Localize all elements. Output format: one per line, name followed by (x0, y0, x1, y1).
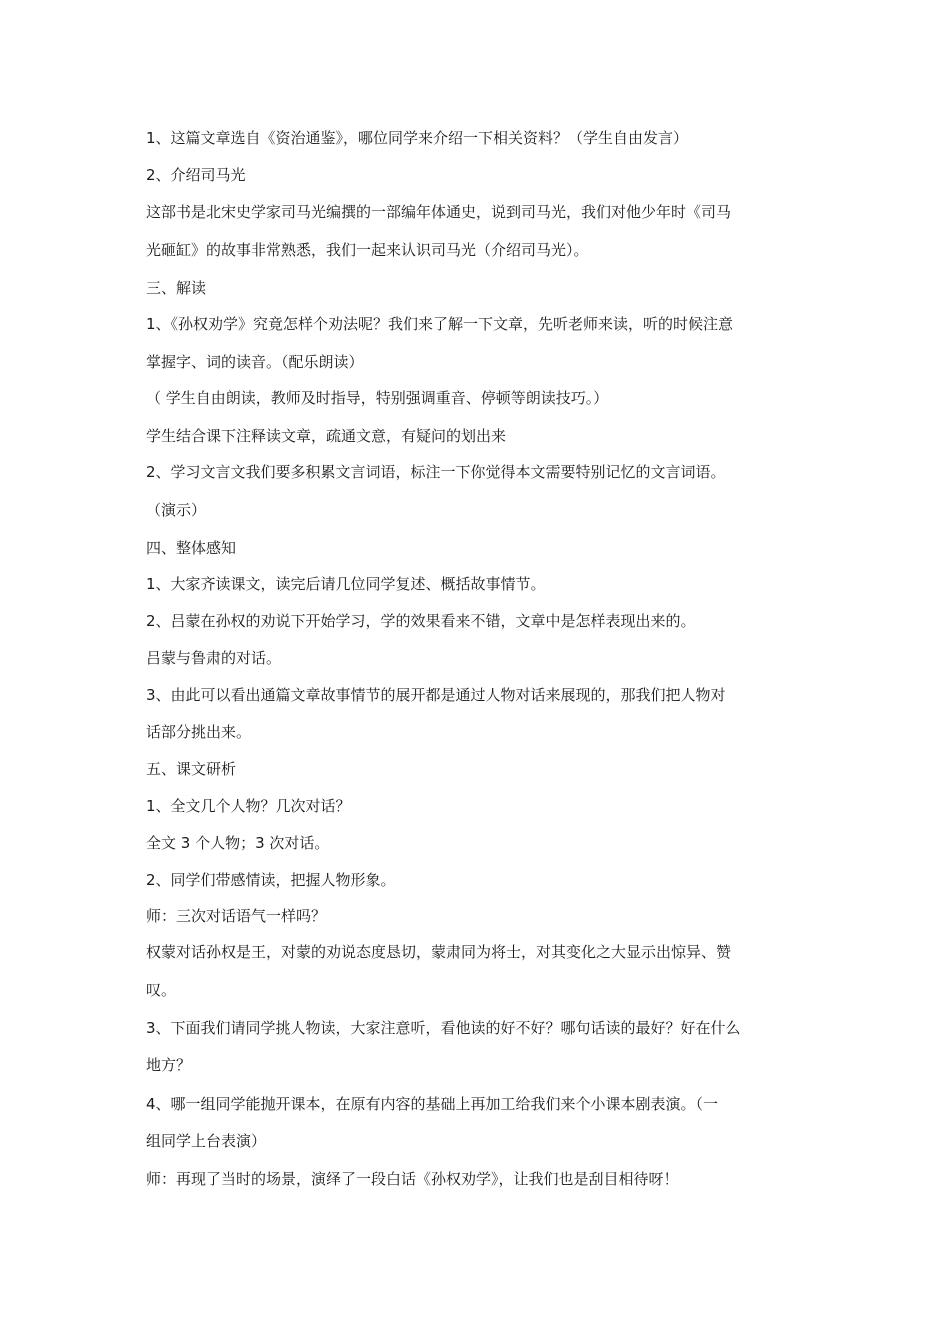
text-line: 掌握字、词的读音。（配乐朗读） (146, 353, 364, 371)
text-line: 3、由此可以看出通篇文章故事情节的展开都是通过人物对话来展现的，那我们把人物对 (146, 686, 726, 704)
text-line: 2、同学们带感情读，把握人物形象。 (146, 871, 396, 889)
text-line: 光砸缸》的故事非常熟悉，我们一起来认识司马光（介绍司马光）。 (146, 241, 589, 259)
text-line: 组同学上台表演） (146, 1132, 267, 1150)
section-heading: 四、整体感知 (146, 539, 237, 557)
text-line: 吕蒙与鲁肃的对话。 (146, 649, 282, 667)
text-line: （演示） (146, 501, 207, 519)
text-line: 1、全文几个人物？几次对话？ (146, 797, 351, 815)
text-line: 2、介绍司马光 (146, 166, 246, 184)
text-line: 这部书是北宋史学家司马光编撰的一部编年体通史，说到司马光，我们对他少年时《司马 (146, 203, 732, 221)
text-line: 师：再现了当时的场景，演绎了一段白话《孙权劝学》，让我们也是刮目相待呀！ (146, 1170, 679, 1188)
text-line: 话部分挑出来。 (146, 723, 252, 741)
text-line: 2、吕蒙在孙权的劝说下开始学习，学的效果看来不错，文章中是怎样表现出来的。 (146, 612, 696, 630)
section-heading: 三、解读 (146, 279, 207, 297)
text-line: 师：三次对话语气一样吗？ (146, 907, 327, 925)
text-line: 学生结合课下注释读文章，疏通文意，有疑问的划出来 (146, 427, 507, 445)
text-line: 权蒙对话孙权是王，对蒙的劝说态度恳切，蒙肃同为将士，对其变化之大显示出惊异、赞 (146, 943, 732, 961)
text-line: 3、下面我们请同学挑人物读，大家注意听，看他读的好不好？哪句话读的最好？好在什么 (146, 1019, 741, 1037)
text-line: 全文 3 个人物；3 次对话。 (146, 834, 330, 852)
text-line: 1、这篇文章选自《资治通鉴》，哪位同学来介绍一下相关资料？（学生自由发言） (146, 129, 689, 147)
text-line: 地方？ (146, 1056, 192, 1074)
text-line: （ 学生自由朗读，教师及时指导，特别强调重音、停顿等朗读技巧。） (146, 389, 609, 407)
section-heading: 五、课文研析 (146, 760, 237, 778)
text-line: 1、《孙权劝学》究竟怎样个劝法呢？我们来了解一下文章，先听老师来读，听的时候注意 (146, 315, 734, 333)
text-line: 1、大家齐读课文，读完后请几位同学复述、概括故事情节。 (146, 575, 546, 593)
text-line: 2、学习文言文我们要多积累文言词语，标注一下你觉得本文需要特别记忆的文言词语。 (146, 463, 726, 481)
text-line: 叹。 (146, 981, 177, 999)
text-line: 4、哪一组同学能抛开课本，在原有内容的基础上再加工给我们来个小课本剧表演。（一 (146, 1095, 719, 1113)
